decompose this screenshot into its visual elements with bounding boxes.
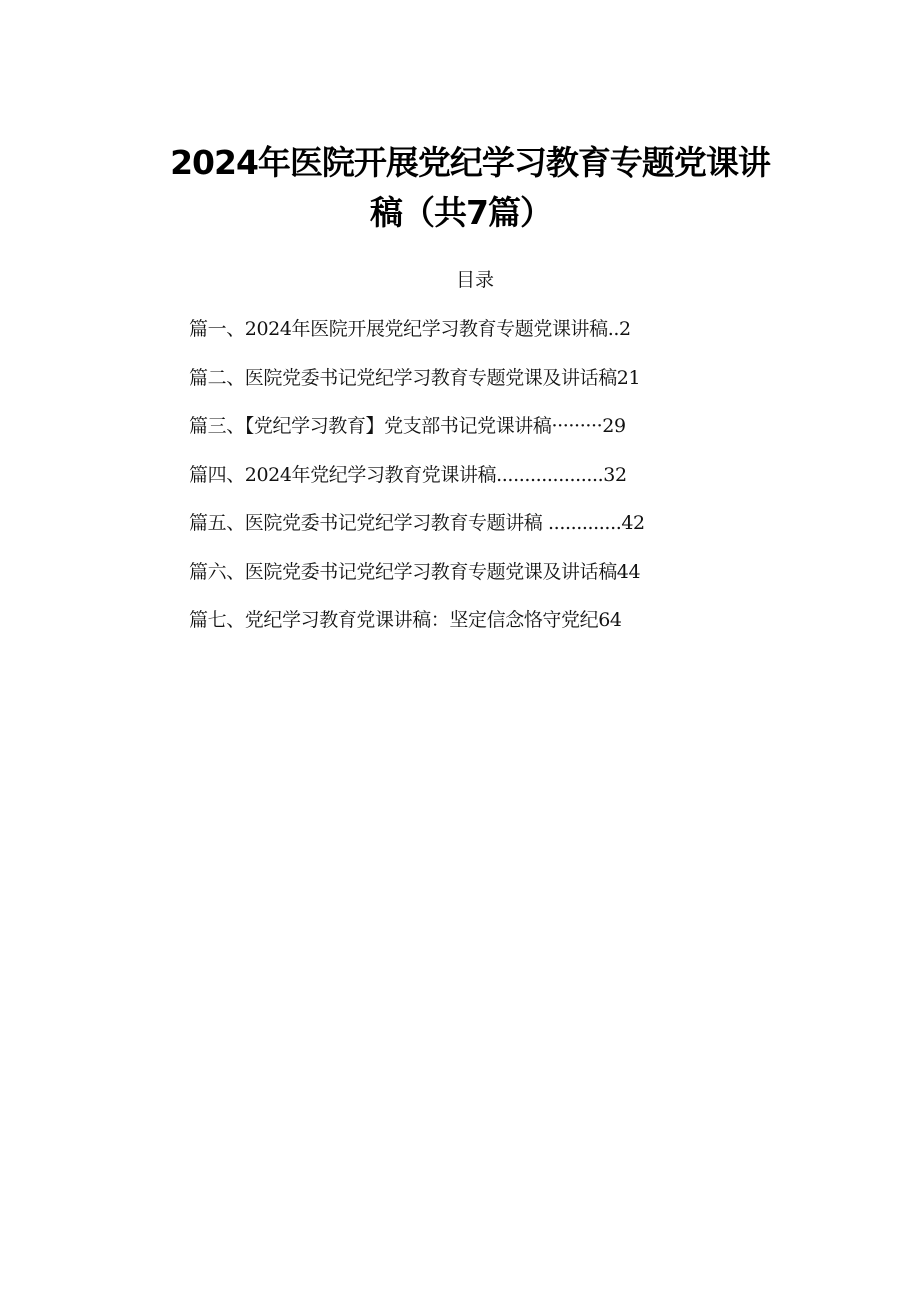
toc-entry-4[interactable] xyxy=(189,459,789,508)
table-of-contents xyxy=(189,313,789,653)
document-title-line-2: 稿（共7篇） xyxy=(370,193,552,232)
toc-heading: 目录 xyxy=(455,269,494,291)
toc-entry-3[interactable] xyxy=(189,410,789,459)
document-title-line-1: 2024年医院开展党纪学习教育专题党课讲 xyxy=(170,143,770,182)
toc-entry-5[interactable] xyxy=(189,507,789,556)
toc-entry-6[interactable] xyxy=(189,556,789,605)
toc-entry-7[interactable] xyxy=(189,604,789,653)
toc-entry-text: 篇六、医院党委书记党纪学习教育专题党课及讲话稿44 xyxy=(189,560,641,583)
toc-entry-text: 篇一、2024年医院开展党纪学习教育专题党课讲稿..2 xyxy=(189,318,631,340)
toc-entry-1[interactable] xyxy=(189,313,789,362)
toc-entry-text: 篇七、党纪学习教育党课讲稿：坚定信念恪守党纪64 xyxy=(189,609,622,631)
toc-entry-text: 篇三、【党纪学习教育】党支部书记党课讲稿·········29 xyxy=(189,415,626,437)
toc-entry-text: 篇四、2024年党纪学习教育党课讲稿...................32 xyxy=(189,463,627,486)
toc-entry-2[interactable] xyxy=(189,362,789,411)
toc-entry-text: 篇二、医院党委书记党纪学习教育专题党课及讲话稿21 xyxy=(189,366,641,389)
toc-entry-text: 篇五、医院党委书记党纪学习教育专题讲稿 .............42 xyxy=(189,512,645,534)
document-title xyxy=(120,138,820,238)
